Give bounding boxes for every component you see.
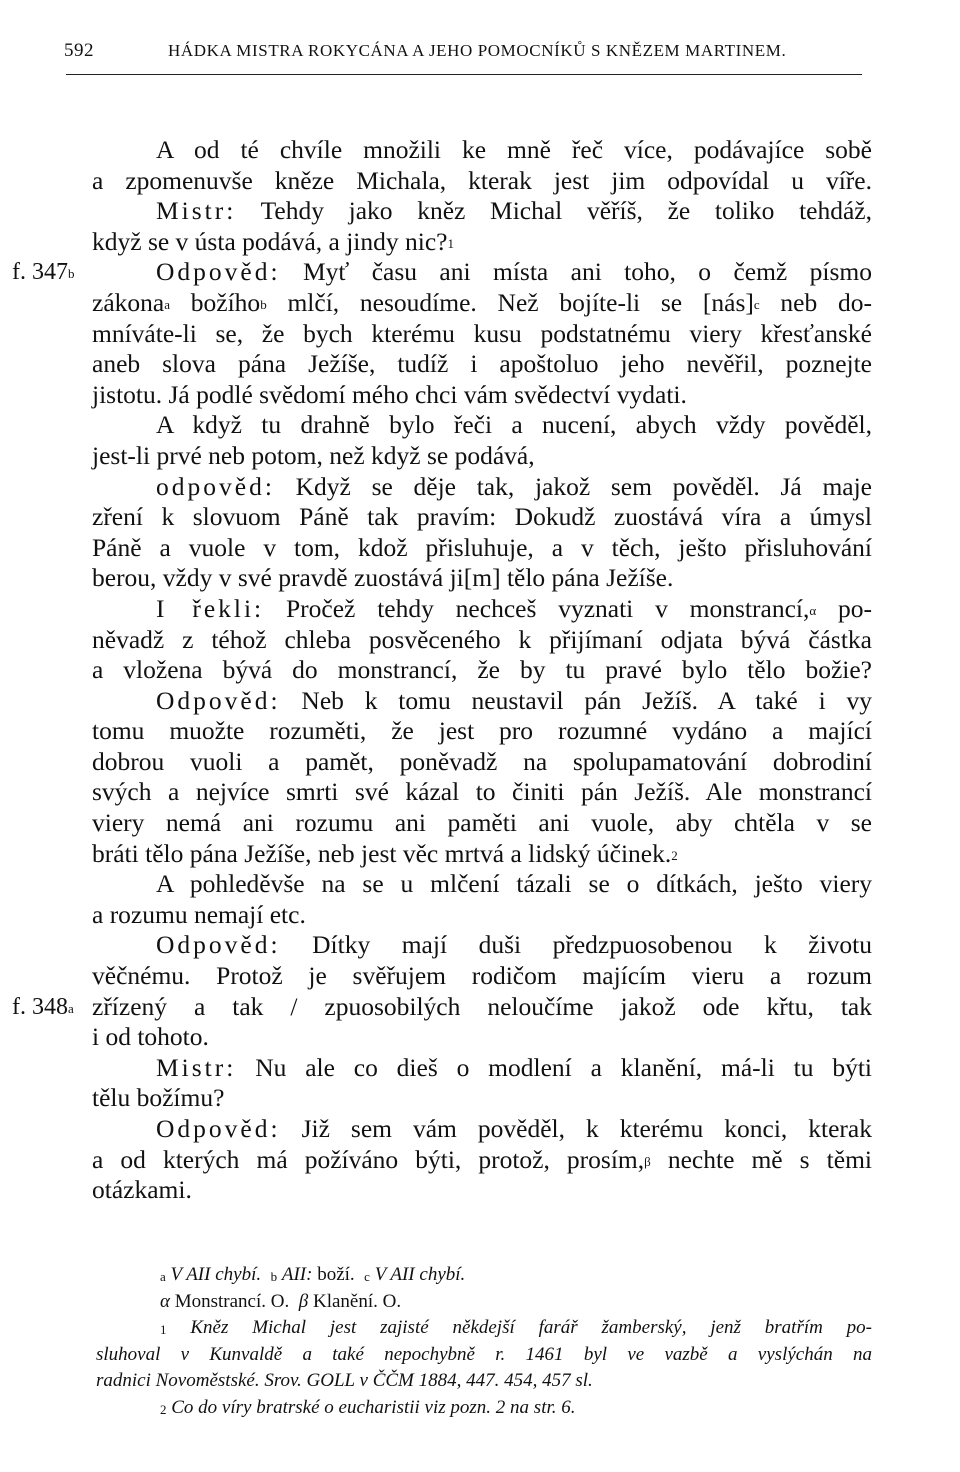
text-line: Odpověd: Neb k tomu neustavil pán Ježíš. A také i vy — [156, 685, 872, 715]
footnote-line: $^2$ Co do víry bratrské o eucharistii viz pozn. 2 na str. 6. — [160, 1396, 576, 1418]
footnote-line: radnici Novoměstské. Srov. GOLL v ČČM 1884, 447. 454, 457 sl. — [96, 1370, 593, 1392]
text-line: a zpomenuvše kněze Michala, kterak jest jim odpovídal u víře. — [92, 165, 872, 195]
text-line: dobrou vuoli a pamět, poněvadž na spolupamatování dobrodiní — [92, 746, 872, 776]
footnote-ref: 1 — [447, 235, 454, 251]
running-header — [64, 40, 864, 80]
text-line: Odpověd: Již sem vám pověděl, k kterému konci, kterak — [156, 1114, 872, 1143]
footnotes — [96, 1262, 872, 1422]
speaker-label: Mistr: — [156, 1052, 237, 1082]
text-line: odpověd: Když se děje tak, jakož sem pověděl. Já maje — [156, 471, 872, 501]
header-rule — [66, 74, 862, 75]
text-line: jest-li prvé neb potom, než když se podává, — [92, 440, 535, 470]
text-line: a od kterých má požíváno býti, protož, prosím,$^\beta$ nechte mě s těmi — [92, 1144, 872, 1174]
text-line: otázkami. — [92, 1175, 192, 1205]
footnote-line: sluhoval v Kunvaldě a také nepochybně r. 1461 byl ve vazbě a vyslýchán na — [96, 1343, 872, 1365]
text-line: tělu božímu? — [92, 1083, 225, 1113]
text-line: jistotu. Já podlé svědomí mého chci vám svědectví vydati. — [92, 379, 687, 409]
text-line: svých a nejvíce smrti své kázal to činiti pán Ježíš. Ale monstrancí — [92, 777, 872, 807]
text-line: něvadž z téhož chleba posvěceného k přijímaní odjata bývá částka — [92, 624, 872, 654]
text-line: tomu muožte rozuměti, že jest pro rozumné vydáno a mající — [92, 716, 872, 746]
text-line: věčnému. Protož je svěřujem rodičom majícím vieru a rozum — [92, 961, 872, 991]
speaker-label: Odpověd: — [156, 930, 281, 960]
page-number: 592 — [64, 40, 94, 61]
speaker-label: Odpověd: — [156, 1114, 281, 1143]
footnote-line: $^a$ V AII chybí. $^b$ AII: boží. $^c$ V AII chybí. — [160, 1264, 466, 1285]
text-line: f. 348$^a$ zřízený a tak / zpuosobilých neloučíme jakož ode křtu, tak — [12, 991, 872, 1021]
text-line: zření k slovuom Páně tak pravím: Dokudž zuostává víra a úmysl — [92, 502, 872, 532]
text-line: A od té chvíle množili ke mně řeč více, podávajíce sobě — [156, 135, 872, 164]
text-line: A když tu drahně bylo řeči a nucení, abych vždy pověděl, — [156, 410, 872, 440]
speaker-label: Mistr: — [156, 196, 237, 226]
speaker-label: Odpověd: — [156, 685, 281, 715]
text-line: zákona$^a$ božího$^b$ mlčí, nesoudíme. Než bojíte-li se [nás]$^c$ neb do- — [92, 287, 873, 317]
text-line: Odpověd: Dítky mají duši předzpuosobenou k životu — [156, 930, 872, 960]
speaker-label: I řekli: — [156, 593, 265, 623]
text-line: mníváte-li se, že bych kterému kusu podstatnému viery křesťanské — [92, 318, 872, 348]
folio-marker: f. 347$^b$ — [12, 259, 75, 286]
text-line: aneb slova pána Ježíše, tudíž i apoštoluo jeho nevěřil, poznejte — [92, 349, 872, 379]
text-line: i od tohoto. — [92, 1022, 209, 1052]
running-title: HÁDKA MISTRA ROKYCÁNA A JEHO POMOCNÍKŮ S KNĚZEM MARTINEM. — [168, 41, 787, 60]
footnote-line: $^1$ Kněz Michal jest zajisté někdejší farář žamberský, jenž bratřím po- — [160, 1317, 873, 1339]
text-line: bráti tělo pána Ježíše, neb jest věc mrtvá a lidský účinek.$^2$ — [92, 838, 678, 868]
footnote-ref: 2 — [671, 847, 678, 863]
text-line: když se v ústa podává, a jindy nic?$^1$ — [92, 226, 454, 256]
folio-marker: f. 348$^a$ — [12, 993, 74, 1020]
text-line: a rozumu nemají etc. — [92, 899, 306, 929]
text-line: f. 347$^b$ Odpověd: Myť času ani místa ani toho, o čemž písmo — [12, 257, 872, 287]
text-line: a vložena bývá do monstrancí, že by tu pravé bylo tělo božie? — [92, 655, 872, 685]
text-line: I řekli: Pročež tehdy nechceš vyznati v monstrancí,$^\alpha$ po- — [156, 593, 872, 623]
footnote-line: α Monstrancí. O. β Klanění. O. — [160, 1290, 402, 1312]
text-line: viery nemá ani rozumu ani paměti ani vuole, aby chtěla v se — [92, 808, 872, 838]
text-line: Páně a vuole v tom, kdož přisluhuje, a v těch, ješto přisluhování — [92, 532, 872, 562]
text-line: A pohleděvše na se u mlčení tázali se o dítkách, ješto viery — [156, 869, 872, 899]
speaker-label: Odpověd: — [156, 257, 281, 287]
text-line: berou, vždy v své pravdě zuostává ji[m] tělo pána Ježíše. — [92, 563, 674, 593]
text-line: Mistr: Nu ale co dieš o modlení a klanění, má-li tu býti — [156, 1052, 873, 1082]
speaker-label: odpověd: — [156, 471, 275, 501]
text-line: Mistr: Tehdy jako kněz Michal věříš, že toliko tehdáž, — [156, 196, 872, 226]
main-text — [12, 135, 873, 1206]
